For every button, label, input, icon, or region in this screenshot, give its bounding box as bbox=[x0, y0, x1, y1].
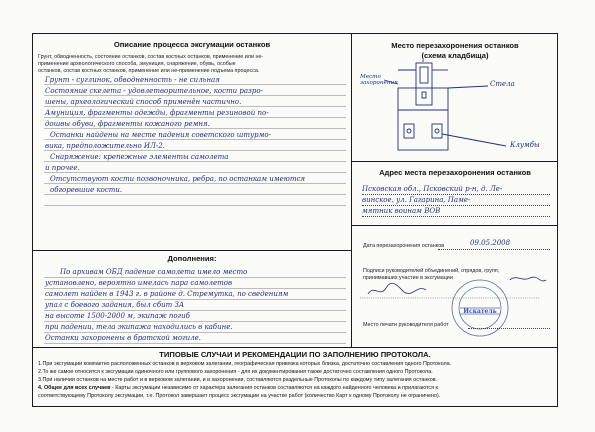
ruled-line bbox=[44, 84, 346, 85]
ruled-line bbox=[44, 161, 346, 162]
recommendation-3: 3.При наличии останков на месте работ и в верховом залегании, и в захоронении, составляются раздельные Протоколы по каждому типу залегания останков. bbox=[38, 377, 438, 383]
recommendation-1: 1.При эксгумации компактно расположенных останков в верховом залегании, географическая привязка которых близка, достаточно составления одного Протокола. bbox=[38, 361, 452, 367]
exhumation-text-line: Снаряжение: крепежные элементы самолета bbox=[50, 153, 229, 161]
ruled-line bbox=[44, 343, 346, 344]
seal-place-line bbox=[468, 328, 550, 329]
signature-scribble-2 bbox=[510, 277, 546, 281]
ruled-line bbox=[44, 288, 346, 289]
recommendation-4-lead: 4. Общее для всех случаев bbox=[38, 385, 111, 391]
ruled-line bbox=[44, 310, 346, 311]
exhumation-prompt-line-3: останков, состав костных останков, применение или не-применение подъема процесса. bbox=[38, 68, 260, 74]
address-text-line: мятник воинам ВОВ bbox=[362, 207, 441, 215]
address-title: Адрес места перезахоронения останков bbox=[379, 168, 531, 177]
ruled-line bbox=[44, 95, 346, 96]
exhumation-text-line: обгоревшие кости. bbox=[50, 186, 123, 194]
address-line bbox=[362, 194, 550, 195]
flowerbed-leader bbox=[442, 134, 506, 146]
exhumation-title: Описание процесса эксгумации останков bbox=[113, 40, 271, 49]
exhumation-text-line: шены, археологический способ применён частично. bbox=[45, 98, 242, 106]
recommendations-title: ТИПОВЫЕ СЛУЧАИ И РЕКОМЕНДАЦИИ ПО ЗАПОЛНЕНИЮ ПРОТОКОЛА. bbox=[159, 350, 431, 359]
ruled-line bbox=[44, 277, 346, 278]
ruled-line bbox=[44, 106, 346, 107]
additions-text-line: самолет найден в 1943 г. в районе д. Стремутка, по сведениям bbox=[45, 290, 289, 298]
exhumation-text-line: дошвы обуви, фрагменты кожаного ремня. bbox=[45, 120, 210, 128]
ruled-line bbox=[44, 299, 346, 300]
additions-text-line: По архивам ОБД падение самолета имело место bbox=[60, 268, 248, 276]
signature-and-seal bbox=[360, 268, 552, 348]
leaders-signature-label-2: принимавших участие в эксгумации bbox=[363, 275, 453, 281]
reburial-date-label: Дата перезахоронения останков bbox=[363, 243, 445, 249]
ruled-line bbox=[44, 150, 346, 151]
flower-left bbox=[407, 129, 411, 133]
left-divider bbox=[32, 250, 352, 251]
additions-text-line: упал с боевого задания, был сбит ЗА bbox=[45, 301, 185, 309]
seal-text: Искатель bbox=[463, 308, 497, 315]
address-line bbox=[362, 205, 550, 206]
right-divider-1 bbox=[351, 161, 558, 162]
exhumation-text-line: и прочее. bbox=[45, 164, 80, 172]
ruled-line bbox=[44, 183, 346, 184]
seal-place-label: Место печати руководителя работ bbox=[363, 322, 449, 328]
ruled-line bbox=[44, 139, 346, 140]
right-divider-2 bbox=[351, 225, 558, 226]
ruled-line bbox=[44, 128, 346, 129]
stele-label: Стела bbox=[490, 80, 515, 88]
exhumation-text-line: вика, предположительно ИЛ-2. bbox=[45, 142, 165, 150]
additions-title: Дополнения: bbox=[167, 254, 217, 263]
reburial-place-title: Место перезахоронения останков bbox=[391, 41, 519, 50]
mound-shape bbox=[398, 88, 448, 150]
flowerbed-left bbox=[404, 124, 414, 138]
ruled-line bbox=[44, 117, 346, 118]
additions-text-line: на высоте 1500-2000 м, экипаж погиб bbox=[45, 312, 190, 320]
column-divider bbox=[351, 33, 352, 347]
exhumation-text-line: Останки найдены на месте падения советского штурмо- bbox=[50, 131, 271, 139]
burial-place-label: Место bbox=[360, 74, 381, 80]
additions-text-line: установлено, вероятно имелась пара самолетов bbox=[45, 279, 233, 287]
flowerbed-right bbox=[432, 124, 442, 138]
stele-inner bbox=[420, 67, 428, 83]
additions-text-line: Останки захоронены в братской могиле. bbox=[45, 334, 201, 342]
reburial-date-line bbox=[438, 249, 550, 250]
additions-text-line: при падении, тела экипажа находились в кабине. bbox=[45, 323, 233, 331]
stele-plaque bbox=[422, 92, 426, 98]
address-text-line: винское, ул. Гагарина, Паме- bbox=[362, 196, 471, 204]
ruled-line bbox=[44, 194, 346, 195]
recommendation-2: 2.То же самое относится к эксгумации одиночного или группового захоронения - для их документирования также достаточно составления одного Протокола. bbox=[38, 369, 433, 375]
exhumation-text-line: Отсутствуют кости позвоночника, ребра, по останкам имеются bbox=[50, 175, 306, 183]
exhumation-prompt-line-2: применение археологического способа, эмуниция, снаряжение, обувь, особые bbox=[38, 61, 236, 67]
exhumation-prompt-line-1: Грунт, обводненность, состояние останков, состав костных останков, применение или не- bbox=[38, 54, 264, 60]
ruled-line bbox=[44, 172, 346, 173]
flowerbeds-label: Клумбы bbox=[510, 141, 540, 149]
stele-leader bbox=[448, 86, 488, 88]
ruled-line bbox=[44, 321, 346, 322]
ruled-line bbox=[44, 205, 346, 206]
signature-scribble bbox=[368, 283, 426, 294]
exhumation-text-line: Состояние скелета - удовлетворительное, кости разро- bbox=[45, 87, 263, 95]
exhumation-text-line: Амуниция, фрагменты одежды, фрагменты резиновой по- bbox=[45, 109, 269, 117]
recommendation-4 bbox=[38, 385, 438, 392]
stele-shape bbox=[416, 63, 432, 105]
ruled-line bbox=[44, 332, 346, 333]
recommendation-4-body: - Карты эксгумации независимо от характера залегания останков составляются на каждого найденного человека и прилагаются к bbox=[111, 385, 438, 391]
leaders-signature-label-1: Подписи руководителей объединений, отрядов, групп, bbox=[363, 268, 500, 274]
recommendation-4-continued: соответствующему Протоколу эксгумации, т.е. Протокол завершает процесс эксгумации на участке работ (количество Карт к одному Протоколу не ограничено). bbox=[38, 393, 441, 399]
address-text-line: Псковская обл., Псковский р-н, д. Ле- bbox=[362, 185, 503, 193]
address-line bbox=[362, 216, 550, 217]
reburial-date-value: 09.05.2008 bbox=[470, 239, 511, 247]
burial-place-label: захоронения bbox=[360, 80, 398, 86]
exhumation-text-line: Грунт - суглинок, обводненность - не сильная bbox=[45, 76, 220, 84]
flower-right bbox=[435, 129, 439, 133]
reburial-place-subtitle: (схема кладбища) bbox=[421, 51, 489, 60]
